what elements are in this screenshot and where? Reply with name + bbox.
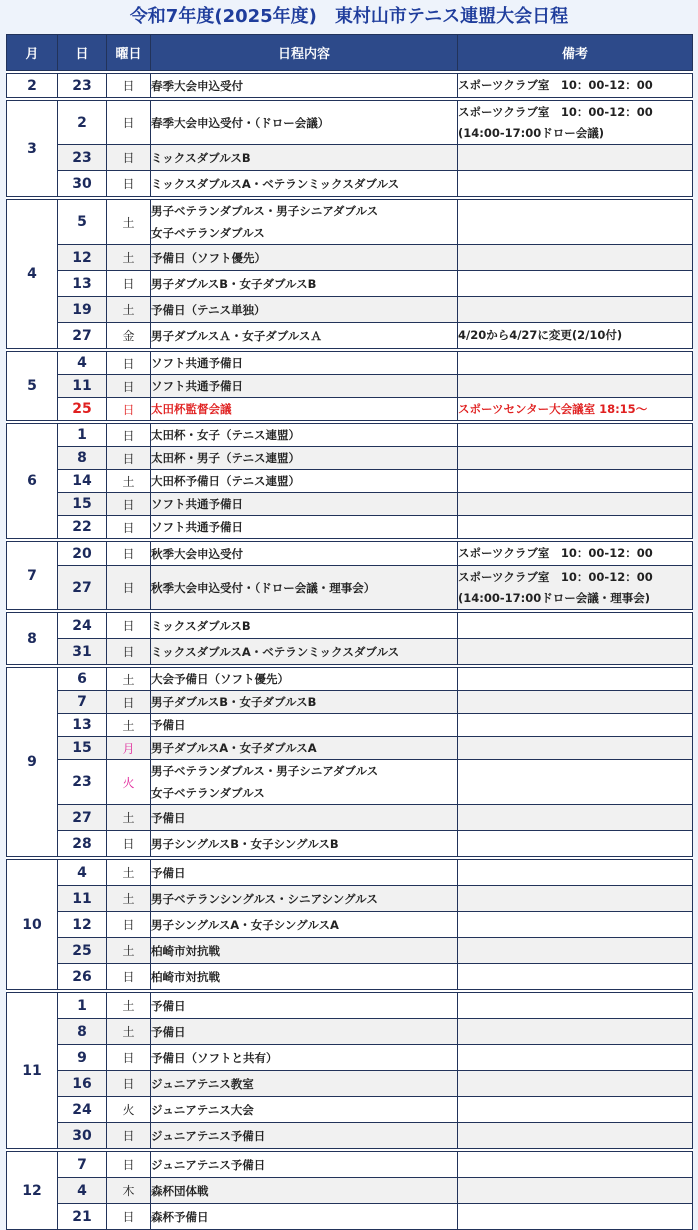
note-cell [458,375,693,398]
weekday-cell: 土 [107,886,151,912]
header-month: 月 [7,35,58,71]
note-cell [458,447,693,470]
table-row [7,1071,693,1097]
note-cell [458,470,693,493]
note-cell [458,639,693,665]
month-cell: 6 [7,424,58,539]
month-cell: 4 [7,200,58,349]
table-row [7,860,693,886]
day-cell: 15 [58,737,107,760]
table-row [7,271,693,297]
weekday-cell: 日 [107,398,151,421]
event-cell [151,737,458,760]
event-cell [151,668,458,691]
note-cell [458,1071,693,1097]
event-cell [151,805,458,831]
event-cell [151,1019,458,1045]
weekday-cell: 日 [107,424,151,447]
day-cell: 11 [58,886,107,912]
day-cell: 27 [58,805,107,831]
table-row [7,668,693,691]
event-cell [151,516,458,539]
day-cell: 13 [58,271,107,297]
day-cell: 12 [58,912,107,938]
day-cell: 4 [58,1178,107,1204]
weekday-cell: 日 [107,912,151,938]
weekday-cell: 日 [107,145,151,171]
table-row [7,352,693,375]
event-text: 予備日（ソフト優先） [151,250,266,265]
note-cell [458,1178,693,1204]
note-text: スポーツクラブ室 10：00-12：00 [458,569,653,584]
weekday-cell: 日 [107,74,151,98]
event-text: 予備日 [151,810,186,825]
event-text: 太田杯監督会議 [151,402,232,416]
table-row [7,74,693,98]
note-cell [458,831,693,857]
event-text: 男子ダブルスA・女子ダブルスA [151,741,317,755]
note-cell [458,737,693,760]
event-text: 予備日 [151,1024,186,1039]
schedule-table [6,34,693,1230]
note-cell [458,912,693,938]
day-cell: 15 [58,493,107,516]
table-row [7,398,693,421]
event-text: 女子ベテランダブルス [151,226,265,240]
day-cell: 1 [58,424,107,447]
event-cell [151,245,458,271]
note-cell [458,352,693,375]
table-row [7,542,693,566]
note-cell [458,566,693,610]
table-row [7,639,693,665]
event-cell [151,1204,458,1230]
day-cell: 21 [58,1204,107,1230]
table-row [7,101,693,145]
weekday-cell: 月 [107,737,151,760]
table-row [7,566,693,610]
day-cell: 19 [58,297,107,323]
day-cell: 11 [58,375,107,398]
weekday-cell: 日 [107,1152,151,1178]
table-row [7,886,693,912]
event-cell [151,352,458,375]
event-text: 春季大会申込受付・（ドロー会議） [151,115,330,130]
weekday-cell: 土 [107,245,151,271]
weekday-cell: 日 [107,691,151,714]
schedule-body [7,71,693,1230]
event-cell [151,760,458,805]
month-cell: 7 [7,542,58,610]
note-cell [458,74,693,98]
note-cell [458,964,693,990]
event-text: ミックスダブルスA・ベテランミックスダブルス [151,176,400,191]
day-cell: 25 [58,938,107,964]
event-text: ソフト共通予備日 [151,356,243,370]
month-cell: 10 [7,860,58,990]
event-text: 男子ベテランダブルス・男子シニアダブルス [151,764,379,778]
header-day: 日 [58,35,107,71]
table-row [7,424,693,447]
month-cell: 11 [7,993,58,1149]
table-row [7,297,693,323]
note-cell [458,145,693,171]
weekday-cell: 日 [107,1123,151,1149]
note-text: スポーツクラブ室 10：00-12：00 [458,546,653,560]
weekday-cell: 日 [107,493,151,516]
event-cell [151,993,458,1019]
event-text: ソフト共通予備日 [151,379,243,393]
table-row [7,737,693,760]
event-text: 予備日 [151,865,186,880]
month-cell: 8 [7,613,58,665]
day-cell: 6 [58,668,107,691]
table-row [7,938,693,964]
month-cell: 5 [7,352,58,421]
table-row [7,1045,693,1071]
day-cell: 24 [58,613,107,639]
weekday-cell: 土 [107,938,151,964]
note-cell [458,714,693,737]
event-text: 男子ベテランダブルス・男子シニアダブルス [151,204,379,218]
day-cell: 30 [58,1123,107,1149]
weekday-cell: 木 [107,1178,151,1204]
event-text: 太田杯・男子（テニス連盟） [151,451,301,465]
event-text: ミックスダブルスB [151,150,251,165]
weekday-cell: 土 [107,470,151,493]
table-row [7,1123,693,1149]
day-cell: 2 [58,101,107,145]
day-cell: 16 [58,1071,107,1097]
note-text: スポーツクラブ室 10：00-12：00 [458,104,653,119]
note-cell [458,1019,693,1045]
table-row [7,993,693,1019]
event-text: 男子シングルスB・女子シングルスB [151,836,339,851]
month-cell: 3 [7,101,58,197]
header-weekday: 曜日 [107,35,151,71]
event-cell [151,200,458,245]
event-text: 男子ダブルスＡ・女子ダブルスＡ [151,328,322,343]
note-text: (14:00-17:00ドロー会議) [458,125,604,140]
event-text: 春季大会申込受付 [151,78,243,93]
weekday-cell: 土 [107,993,151,1019]
header-row [7,35,693,71]
event-text: ソフト共通予備日 [151,497,243,511]
day-cell: 8 [58,1019,107,1045]
event-cell [151,566,458,610]
event-cell [151,1045,458,1071]
event-cell [151,860,458,886]
event-text: 男子ベテランシングルス・シニアシングルス [151,891,378,906]
day-cell: 5 [58,200,107,245]
event-text: ソフト共通予備日 [151,520,243,534]
day-cell: 8 [58,447,107,470]
weekday-cell: 土 [107,1019,151,1045]
event-cell [151,271,458,297]
event-text: 予備日 [151,998,186,1013]
event-text: 森杯団体戦 [151,1183,209,1198]
event-cell [151,542,458,566]
table-row [7,323,693,349]
day-cell: 9 [58,1045,107,1071]
note-cell [458,516,693,539]
event-cell [151,171,458,197]
weekday-cell: 日 [107,447,151,470]
table-row [7,516,693,539]
day-cell: 12 [58,245,107,271]
header-content: 日程内容 [151,35,458,71]
note-cell [458,613,693,639]
weekday-cell: 日 [107,171,151,197]
weekday-cell: 日 [107,566,151,610]
event-cell [151,1123,458,1149]
event-cell [151,470,458,493]
table-row [7,714,693,737]
event-cell [151,1097,458,1123]
weekday-cell: 日 [107,1071,151,1097]
day-cell: 1 [58,993,107,1019]
event-cell [151,297,458,323]
note-cell [458,993,693,1019]
weekday-cell: 日 [107,639,151,665]
table-row [7,245,693,271]
table-row [7,145,693,171]
event-cell [151,714,458,737]
note-cell [458,1152,693,1178]
event-cell [151,831,458,857]
note-cell [458,1123,693,1149]
table-row [7,493,693,516]
note-cell [458,1097,693,1123]
month-cell: 2 [7,74,58,98]
day-cell: 4 [58,352,107,375]
day-cell: 22 [58,516,107,539]
table-row [7,375,693,398]
event-text: ミックスダブルスB [151,618,251,633]
weekday-cell: 日 [107,542,151,566]
event-cell [151,964,458,990]
note-cell [458,691,693,714]
header-note: 備考 [458,35,693,71]
weekday-cell: 日 [107,964,151,990]
table-row [7,200,693,245]
note-cell [458,493,693,516]
event-cell [151,145,458,171]
note-cell [458,245,693,271]
event-text: 女子ベテランダブルス [151,786,265,800]
event-text: 予備日（テニス単独） [151,302,266,317]
event-cell [151,101,458,145]
day-cell: 4 [58,860,107,886]
event-cell [151,1071,458,1097]
day-cell: 25 [58,398,107,421]
weekday-cell: 日 [107,1045,151,1071]
note-cell [458,1045,693,1071]
note-cell [458,668,693,691]
note-cell [458,938,693,964]
note-cell [458,542,693,566]
weekday-cell: 金 [107,323,151,349]
day-cell: 26 [58,964,107,990]
event-cell [151,886,458,912]
day-cell: 23 [58,145,107,171]
weekday-cell: 土 [107,860,151,886]
event-text: 予備日 [151,718,186,732]
note-cell [458,424,693,447]
event-text: ジュニアテニス予備日 [151,1157,266,1172]
note-cell [458,171,693,197]
day-cell: 24 [58,1097,107,1123]
note-cell [458,760,693,805]
table-row [7,613,693,639]
table-row [7,964,693,990]
day-cell: 27 [58,566,107,610]
day-cell: 14 [58,470,107,493]
weekday-cell: 火 [107,1097,151,1123]
event-text: ジュニアテニス教室 [151,1076,254,1091]
day-cell: 31 [58,639,107,665]
day-cell: 30 [58,171,107,197]
weekday-cell: 日 [107,101,151,145]
note-cell [458,297,693,323]
event-cell [151,912,458,938]
day-cell: 28 [58,831,107,857]
event-cell [151,691,458,714]
event-cell [151,323,458,349]
note-cell [458,860,693,886]
note-text: 4/20から4/27に変更(2/10付) [458,328,623,342]
day-cell: 27 [58,323,107,349]
event-text: 柏崎市対抗戦 [151,969,220,984]
event-cell [151,1152,458,1178]
table-row [7,447,693,470]
event-text: ジュニアテニス予備日 [151,1128,266,1143]
note-cell [458,886,693,912]
day-cell: 7 [58,1152,107,1178]
table-row [7,1097,693,1123]
event-cell [151,74,458,98]
event-cell [151,447,458,470]
table-row [7,691,693,714]
weekday-cell: 土 [107,668,151,691]
event-text: 森杯予備日 [151,1209,209,1224]
table-row [7,1204,693,1230]
event-text: 秋季大会申込受付・（ドロー会議・理事会） [151,580,376,595]
weekday-cell: 日 [107,375,151,398]
event-text: 予備日（ソフトと共有） [151,1050,278,1065]
table-row [7,1152,693,1178]
event-cell [151,639,458,665]
note-cell [458,398,693,421]
table-row [7,760,693,805]
event-text: 秋季大会申込受付 [151,546,243,561]
day-cell: 13 [58,714,107,737]
event-cell [151,1178,458,1204]
day-cell: 20 [58,542,107,566]
event-text: 太田杯・女子（テニス連盟） [151,428,301,442]
note-cell [458,1204,693,1230]
weekday-cell: 日 [107,1204,151,1230]
weekday-cell: 土 [107,297,151,323]
event-cell [151,613,458,639]
weekday-cell: 土 [107,805,151,831]
weekday-cell: 火 [107,760,151,805]
event-text: 男子ダブルスB・女子ダブルスB [151,695,317,709]
note-text: (14:00-17:00ドロー会議・理事会) [458,590,650,605]
event-text: 柏崎市対抗戦 [151,943,220,958]
event-text: ジュニアテニス大会 [151,1102,254,1117]
note-cell [458,805,693,831]
event-text: ミックスダブルスA・ベテランミックスダブルス [151,644,400,659]
month-cell: 12 [7,1152,58,1230]
event-cell [151,938,458,964]
note-cell [458,200,693,245]
table-row [7,1178,693,1204]
table-row [7,171,693,197]
table-row [7,470,693,493]
weekday-cell: 日 [107,613,151,639]
note-text: スポーツクラブ室 10：00-12：00 [458,78,653,92]
weekday-cell: 日 [107,831,151,857]
note-cell [458,271,693,297]
event-text: 大会予備日（ソフト優先） [151,672,289,686]
table-row [7,805,693,831]
event-cell [151,424,458,447]
weekday-cell: 日 [107,516,151,539]
event-cell [151,493,458,516]
day-cell: 23 [58,74,107,98]
note-cell [458,101,693,145]
note-cell [458,323,693,349]
note-text: スポーツセンター大会議室 18:15〜 [458,401,648,416]
weekday-cell: 土 [107,200,151,245]
page-title: 令和7年度(2025年度) 東村山市テニス連盟大会日程 [129,6,569,27]
day-cell: 23 [58,760,107,805]
day-cell: 7 [58,691,107,714]
month-cell: 9 [7,668,58,857]
event-cell [151,398,458,421]
event-cell [151,375,458,398]
event-text: 大田杯予備日（テニス連盟） [151,474,301,488]
table-row [7,831,693,857]
event-text: 男子シングルスA・女子シングルスA [151,917,339,932]
weekday-cell: 土 [107,714,151,737]
event-text: 男子ダブルスB・女子ダブルスB [151,276,317,291]
weekday-cell: 日 [107,271,151,297]
table-row [7,912,693,938]
weekday-cell: 日 [107,352,151,375]
table-row [7,1019,693,1045]
